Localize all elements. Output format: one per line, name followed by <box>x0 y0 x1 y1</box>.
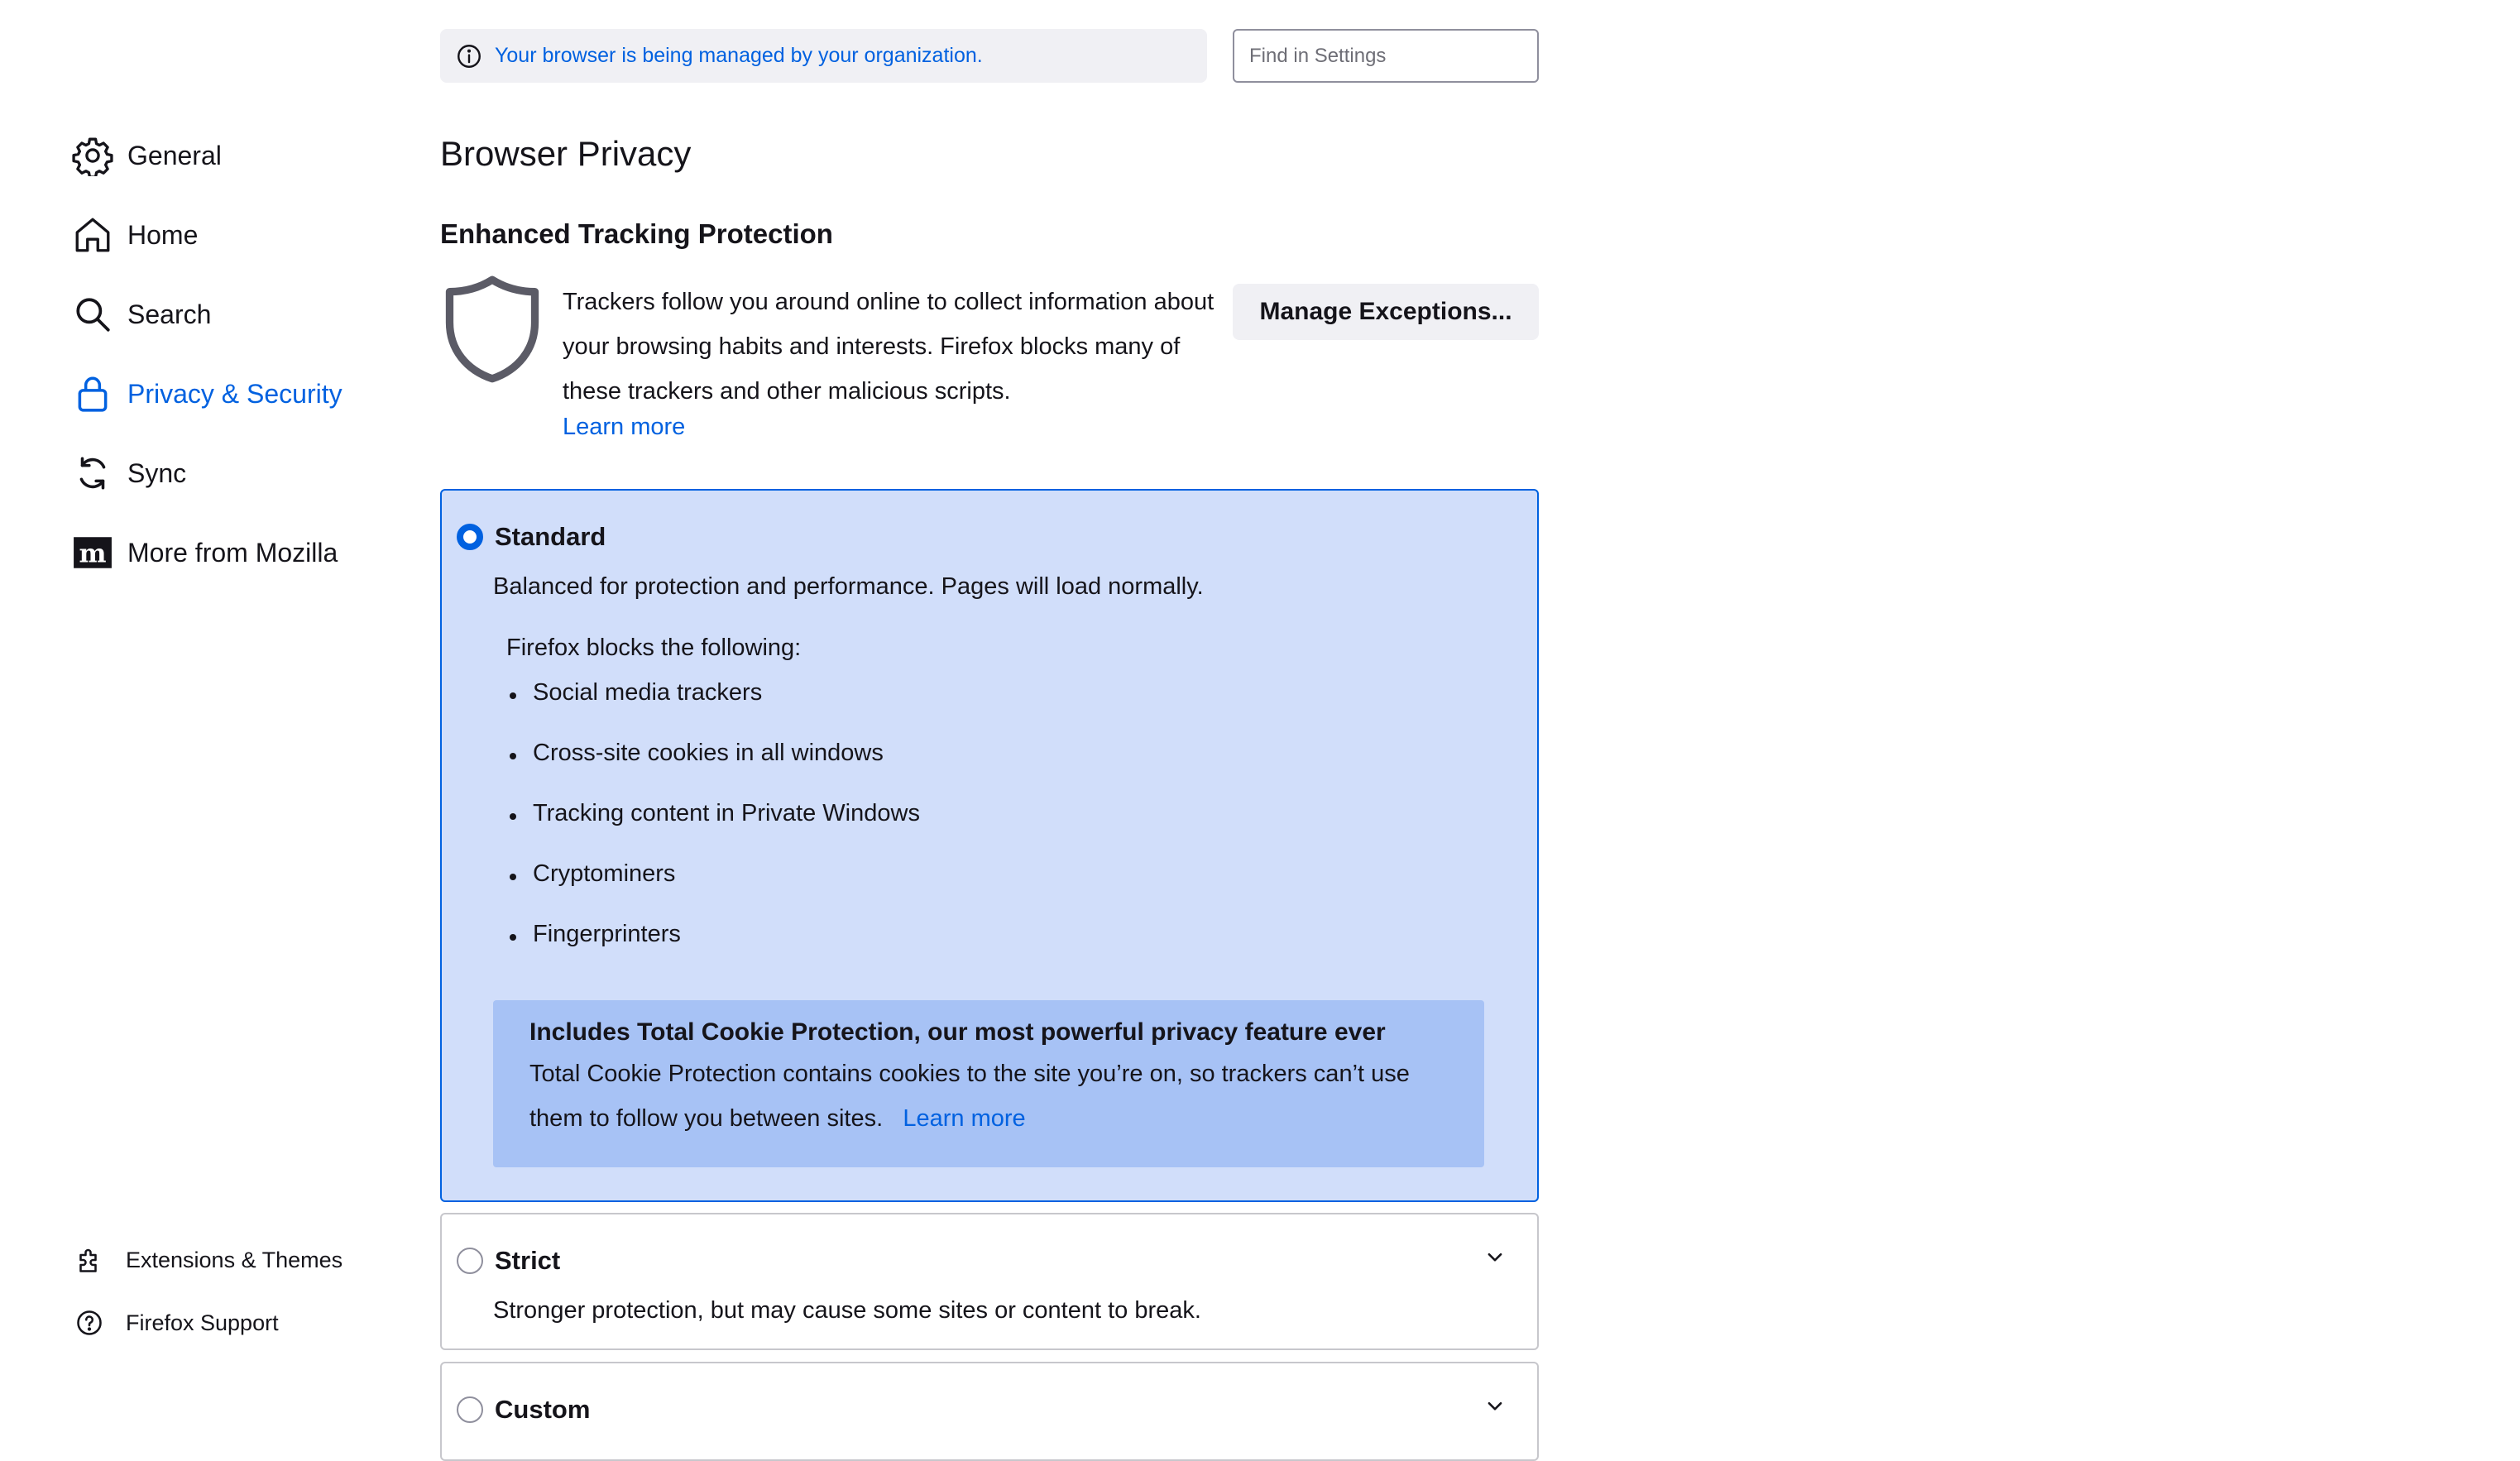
sidebar-item-privacy-security[interactable] <box>69 364 400 424</box>
shield-icon <box>440 273 544 386</box>
tcp-learn-more-link[interactable]: Learn more <box>903 1105 1026 1132</box>
option-name: Custom <box>495 1395 591 1424</box>
home-icon <box>69 212 116 258</box>
option-strict-header[interactable] <box>457 1246 560 1276</box>
etp-description: Trackers follow you around online to collect information about your browsing habits and interests. Firefox blocks many of these trackers and other malicious scripts. <box>563 289 1214 405</box>
list-item: Tracking content in Private Windows <box>506 800 920 860</box>
chevron-down-icon[interactable] <box>1481 1392 1509 1420</box>
option-standard-header[interactable] <box>457 522 606 552</box>
option-description: Stronger protection, but may cause some sites or content to break. <box>493 1297 1201 1324</box>
strict-radio[interactable] <box>457 1248 483 1274</box>
find-in-settings-input[interactable] <box>1233 29 1539 83</box>
option-custom-header[interactable] <box>457 1395 590 1425</box>
sync-icon <box>69 450 116 496</box>
sidebar-item-home[interactable] <box>69 205 400 265</box>
sidebar-item-label: Home <box>127 219 199 250</box>
sidebar-item-label: General <box>127 140 222 170</box>
search-icon <box>69 291 116 338</box>
sidebar-footer-label: Firefox Support <box>126 1310 279 1335</box>
sidebar-item-label: More from Mozilla <box>127 537 338 568</box>
list-item: Social media trackers <box>506 679 920 740</box>
custom-radio[interactable] <box>457 1396 483 1423</box>
option-custom <box>440 1362 1539 1461</box>
sidebar <box>0 0 414 1410</box>
tcp-title: Includes Total Cookie Protection, our most powerful privacy feature ever <box>529 1018 1386 1046</box>
lock-icon <box>69 371 116 417</box>
sidebar-item-label: Privacy & Security <box>127 378 343 409</box>
chevron-down-icon[interactable] <box>1481 1243 1509 1271</box>
tcp-body: Total Cookie Protection contains cookies to the site you’re on, so trackers can’t use them to follow you between sites. Learn more <box>529 1061 1410 1132</box>
managed-notice <box>440 29 1207 83</box>
sidebar-item-general[interactable] <box>69 126 400 185</box>
option-strict <box>440 1213 1539 1350</box>
sidebar-item-search[interactable] <box>69 285 400 344</box>
option-name: Standard <box>495 522 606 551</box>
mozilla-logo-icon <box>69 529 116 576</box>
section-title-etp: Enhanced Tracking Protection <box>440 218 833 249</box>
list-item: Cross-site cookies in all windows <box>506 740 920 800</box>
sidebar-extensions-themes[interactable] <box>73 1237 404 1283</box>
etp-learn-more-link[interactable]: Learn more <box>563 414 686 440</box>
svg-text:m: m <box>79 539 107 569</box>
managed-notice-link[interactable]: Your browser is being managed by your organization. <box>495 44 983 67</box>
sidebar-item-more-from-mozilla[interactable] <box>69 523 400 582</box>
manage-exceptions-button[interactable]: Manage Exceptions... <box>1233 284 1539 340</box>
option-description: Balanced for protection and performance. Pages will load normally. <box>493 573 1204 600</box>
blocks-intro: Firefox blocks the following: <box>506 635 802 661</box>
total-cookie-protection-callout <box>493 1000 1484 1167</box>
gear-icon <box>69 132 116 179</box>
blocks-list <box>506 679 920 981</box>
standard-radio[interactable] <box>457 524 483 550</box>
list-item: Fingerprinters <box>506 921 920 981</box>
info-icon <box>455 42 483 70</box>
option-name: Strict <box>495 1246 561 1275</box>
list-item: Cryptominers <box>506 860 920 921</box>
sidebar-item-label: Sync <box>127 457 187 488</box>
page-title: Browser Privacy <box>440 134 692 173</box>
sidebar-footer-label: Extensions & Themes <box>126 1247 343 1272</box>
option-standard <box>440 489 1539 1202</box>
sidebar-firefox-support[interactable] <box>73 1300 404 1346</box>
sidebar-item-sync[interactable] <box>69 443 400 503</box>
sidebar-item-label: Search <box>127 299 212 329</box>
help-icon <box>73 1306 106 1339</box>
puzzle-icon <box>73 1243 106 1277</box>
